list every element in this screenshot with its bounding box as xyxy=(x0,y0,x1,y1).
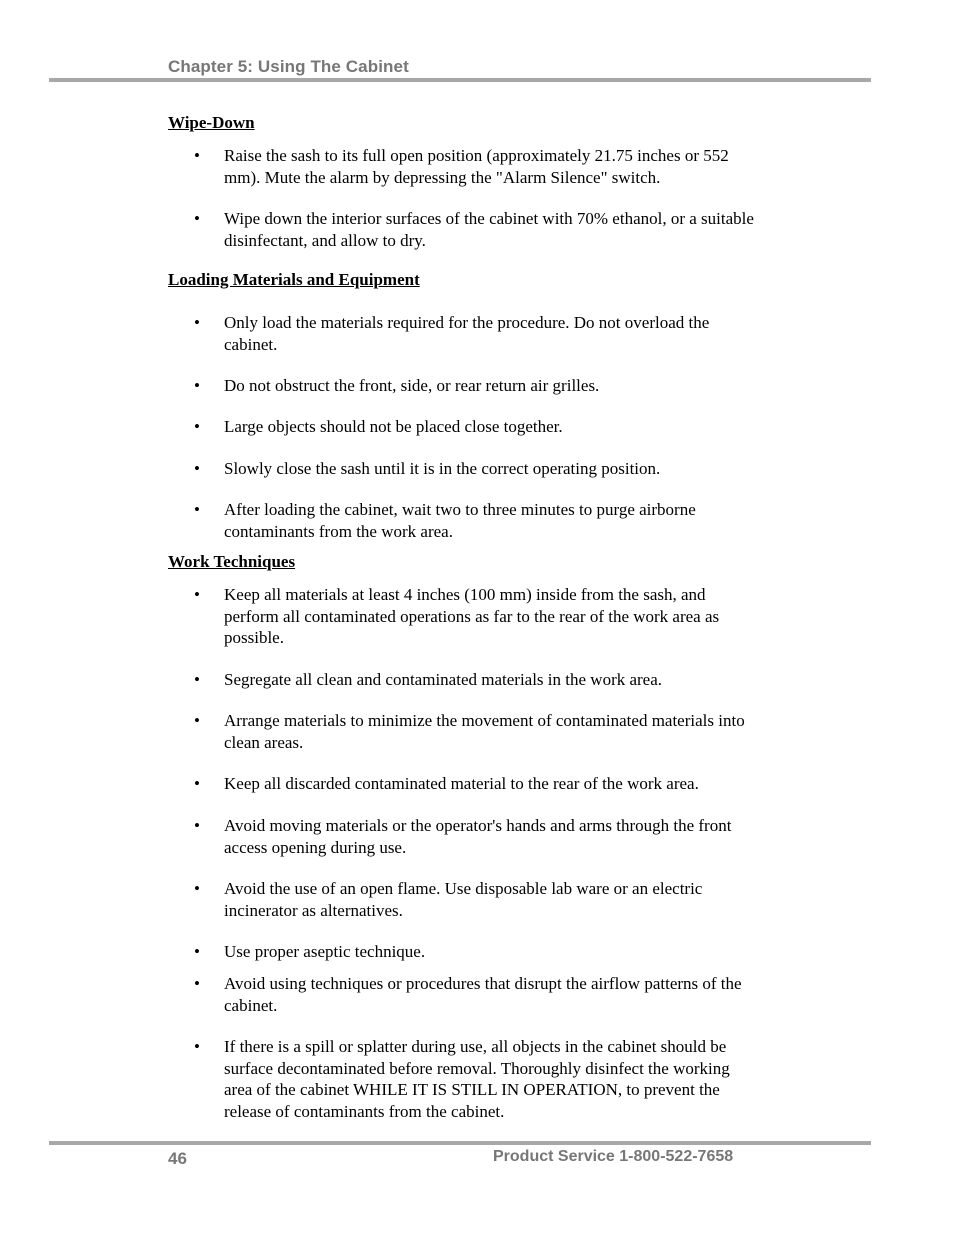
section-heading-work-techniques: Work Techniques xyxy=(168,552,296,571)
bullet-icon: • xyxy=(194,1037,200,1056)
bullet-icon: • xyxy=(194,816,200,835)
list-item-text: Slowly close the sash until it is in the correct operating position. xyxy=(224,459,661,478)
list-item-text: Wipe down the interior surfaces of the cabinet with 70% ethanol, or a suitable disinfectant, and allow to dry. xyxy=(224,209,754,250)
list-item-text: Raise the sash to its full open position (approximately 21.75 inches or 552 mm). Mute the alarm by depressing the "Alarm Silence" switch. xyxy=(224,146,729,187)
bullet-icon: • xyxy=(194,146,200,165)
list-item-text: Avoid moving materials or the operator's hands and arms through the front access opening during use. xyxy=(224,816,732,857)
bullet-icon: • xyxy=(194,879,200,898)
list-item-text: If there is a spill or splatter during use, all objects in the cabinet should be surface decontaminated before removal. Thoroughly disinfect the working area of the cabinet WHILE IT IS STILL IN OPERATION, to prevent the release of contaminants from the cabinet. xyxy=(224,1037,730,1121)
section-heading-wipe-down: Wipe-Down xyxy=(168,113,255,132)
bullet-icon: • xyxy=(194,459,200,478)
list-item-text: Avoid using techniques or procedures that disrupt the airflow patterns of the cabinet. xyxy=(224,974,742,1015)
bullet-icon: • xyxy=(194,942,200,961)
bullet-icon: • xyxy=(194,417,200,436)
bullet-icon: • xyxy=(194,974,200,993)
bullet-icon: • xyxy=(194,774,200,793)
list-item-text: Only load the materials required for the procedure. Do not overload the cabinet. xyxy=(224,313,710,354)
footer-rule xyxy=(49,1141,871,1145)
bullet-icon: • xyxy=(194,209,200,228)
bullet-icon: • xyxy=(194,670,200,689)
list-item-text: Use proper aseptic technique. xyxy=(224,942,426,961)
list-item-text: Large objects should not be placed close together. xyxy=(224,417,563,436)
page-header-title: Chapter 5: Using The Cabinet xyxy=(168,57,409,76)
list-item-text: After loading the cabinet, wait two to three minutes to purge airborne contaminants from the work area. xyxy=(224,500,696,541)
list-item-text: Avoid the use of an open flame. Use disposable lab ware or an electric incinerator as alternatives. xyxy=(224,879,703,920)
list-item-text: Segregate all clean and contaminated materials in the work area. xyxy=(224,670,663,689)
bullet-icon: • xyxy=(194,711,200,730)
list-item-text: Keep all discarded contaminated material to the rear of the work area. xyxy=(224,774,699,793)
bullet-icon: • xyxy=(194,376,200,395)
product-service-text: Product Service 1-800-522-7658 xyxy=(493,1148,734,1165)
section-heading-loading-materials: Loading Materials and Equipment xyxy=(168,270,420,289)
list-item-text: Arrange materials to minimize the movement of contaminated materials into clean areas. xyxy=(224,711,745,752)
header-rule xyxy=(49,78,871,82)
bullet-icon: • xyxy=(194,585,200,604)
list-item-text: Do not obstruct the front, side, or rear return air grilles. xyxy=(224,376,600,395)
page-number: 46 xyxy=(168,1149,187,1168)
bullet-icon: • xyxy=(194,313,200,332)
list-item-text: Keep all materials at least 4 inches (100 mm) inside from the sash, and perform all contaminated operations as far to the rear of the work area as possible. xyxy=(224,585,720,648)
bullet-icon: • xyxy=(194,500,200,519)
